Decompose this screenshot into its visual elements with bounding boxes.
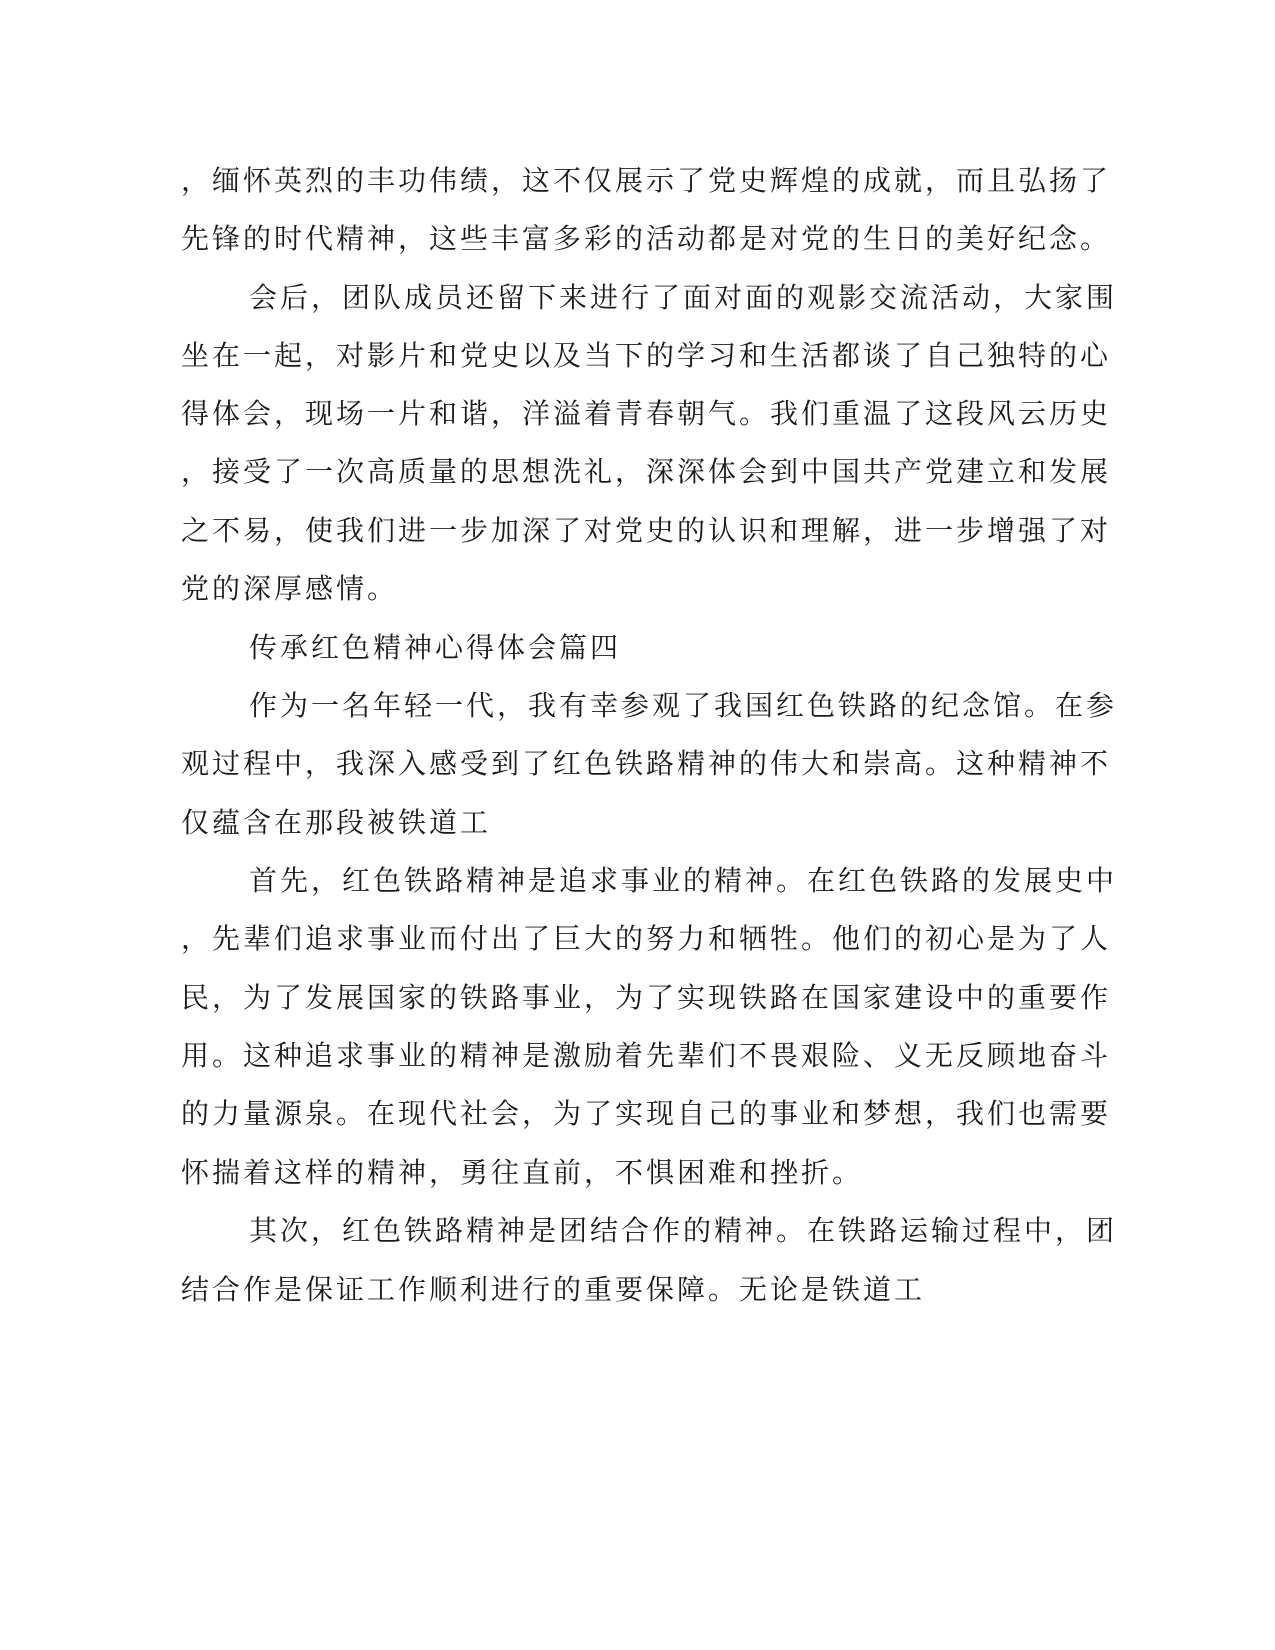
paragraph-first-line: 会后，团队成员还留下来进行了面对面的观影交流活动，大家围 [249,281,1118,314]
text-line: 的力量源泉。在现代社会，为了实现自己的事业和梦想，我们也需要 [181,1097,1112,1130]
text-line: 党的深厚感情。 [181,572,399,605]
paragraph-first-line: 作为一名年轻一代，我有幸参观了我国红色铁路的纪念馆。在参 [249,689,1118,722]
text-line: 坐在一起，对影片和党史以及当下的学习和生活都谈了自己独特的心 [181,339,1112,372]
text-line: 用。这种追求事业的精神是激励着先辈们不畏艰险、义无反顾地奋斗 [181,1039,1112,1072]
text-line: ，接受了一次高质量的思想洗礼，深深体会到中国共产党建立和发展 [181,455,1112,488]
paragraph-first-line: 首先，红色铁路精神是追求事业的精神。在红色铁路的发展史中 [249,864,1118,897]
section-heading: 传承红色精神心得体会篇四 [249,631,622,664]
text-line: 怀揣着这样的精神，勇往直前，不惧困难和挫折。 [181,1156,864,1189]
text-line: 观过程中，我深入感受到了红色铁路精神的伟大和崇高。这种精神不 [181,747,1112,780]
text-line: 结合作是保证工作顺利进行的重要保障。无论是铁道工 [181,1273,926,1306]
text-line: 得体会，现场一片和谐，洋溢着青春朝气。我们重温了这段风云历史 [181,397,1112,430]
text-line: 民，为了发展国家的铁路事业，为了实现铁路在国家建设中的重要作 [181,981,1112,1014]
text-line: ，缅怀英烈的丰功伟绩，这不仅展示了党史辉煌的成就，而且弘扬了 [181,164,1112,197]
paragraph-first-line: 其次，红色铁路精神是团结合作的精神。在铁路运输过程中，团 [249,1214,1118,1247]
text-line: 先锋的时代精神，这些丰富多彩的活动都是对党的生日的美好纪念。 [181,222,1112,255]
text-line: ，先辈们追求事业而付出了巨大的努力和牺牲。他们的初心是为了人 [181,922,1112,955]
text-line: 仅蕴含在那段被铁道工 [181,806,492,839]
text-line: 之不易，使我们进一步加深了对党史的认识和理解，进一步增强了对 [181,514,1112,547]
